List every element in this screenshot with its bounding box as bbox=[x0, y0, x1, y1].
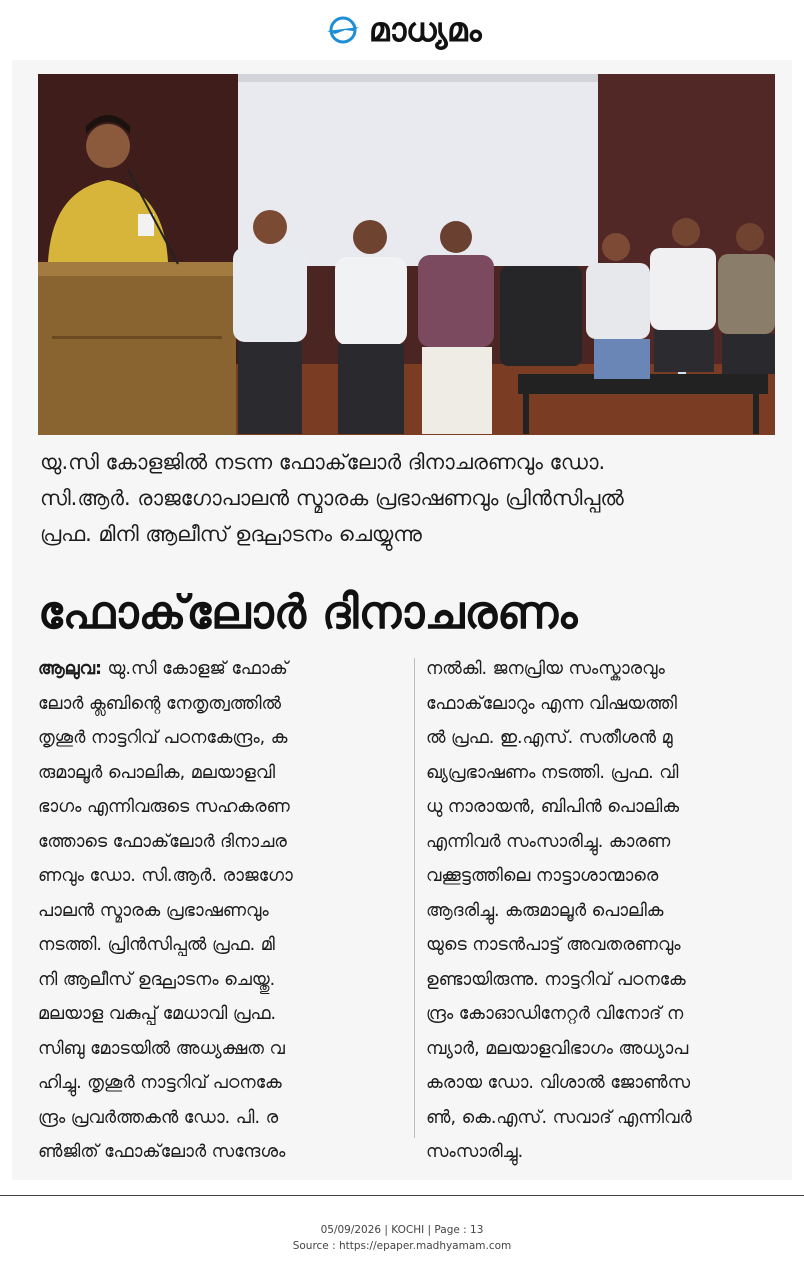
footer-meta: 05/09/2026 | KOCHI | Page : 13 bbox=[320, 1224, 484, 1236]
page-footer bbox=[0, 1195, 804, 1281]
article-line: നി ആലീസ് ഉദ്ഘാടനം ചെയ്തു. bbox=[38, 969, 276, 990]
article-line: ധു നാരായൻ, ബിപിൻ പൊലിക bbox=[426, 797, 680, 817]
article-line: ആദരിച്ചു. കരുമാലൂർ പൊലിക bbox=[426, 900, 664, 921]
article-line: സിബു മോടയിൽ അധ്യക്ഷത വ bbox=[38, 1038, 285, 1059]
column-divider bbox=[414, 658, 415, 1138]
article-column-right bbox=[426, 652, 776, 1170]
article-line: ന്ദ്രം പ്രവർത്തകൻ ഡോ. പി. ര bbox=[38, 1107, 279, 1128]
article-line: യുടെ നാടൻപാട്ട് അവതരണവും bbox=[426, 935, 681, 955]
article-line: പാലൻ സ്മാരക പ്രഭാഷണവും bbox=[38, 900, 269, 921]
madhyamam-logo-icon bbox=[323, 15, 363, 45]
article-line: വക്കൂട്ടത്തിലെ നാട്ടാശാന്മാരെ bbox=[426, 866, 659, 886]
masthead-title: മാധ്യമം bbox=[368, 10, 482, 49]
article-line: ഹിച്ചു. തൃശൂർ നാട്ടറിവ് പഠനകേ bbox=[38, 1073, 282, 1093]
article-line: ഖ്യപ്രഭാഷണം നടത്തി. പ്രഫ. വി bbox=[426, 762, 679, 783]
article-column-left bbox=[38, 652, 406, 1170]
masthead bbox=[0, 0, 804, 60]
article-line: മലയാള വകുപ്പ് മേധാവി പ്രഫ. bbox=[38, 1004, 277, 1024]
article-line: ൽ പ്രഫ. ഇ.എസ്. സതീശൻ മു bbox=[426, 728, 673, 748]
article-line: ന്ദ്രം കോഓഡിനേറ്റർ വിനോദ് ന bbox=[426, 1004, 684, 1024]
article-line: ലോർ ക്ലബിന്റെ നേതൃത്വത്തിൽ bbox=[38, 693, 282, 714]
article-line: ത്തോടെ ഫോക്‌ലോർ ദിനാചര bbox=[38, 831, 287, 852]
caption-line: പ്രഫ. മിനി ആലീസ് ഉദ്ഘാടനം ചെയ്യുന്നു bbox=[40, 522, 422, 546]
article-first-line bbox=[38, 652, 406, 687]
article-line: ഉണ്ടായിരുന്നു. നാട്ടറിവ് പഠനകേ bbox=[426, 969, 686, 990]
article-line: എന്നിവർ സംസാരിച്ചു. കാരണ bbox=[426, 831, 671, 852]
caption-line: യു.സി കോളജിൽ നടന്ന ഫോക്‌ലോർ ദിനാചരണവും ഡോ. bbox=[40, 450, 606, 474]
article-first-line-text: യു.സി കോളജ് ഫോക് bbox=[101, 659, 288, 679]
article-line: ഫോക്‌ലോറും എന്ന വിഷയത്തി bbox=[426, 693, 677, 714]
dateline: ആലുവ: bbox=[38, 659, 102, 679]
article-line: മ്പ്യാർ, മലയാളവിഭാഗം അധ്യാപ bbox=[426, 1038, 689, 1059]
news-clipping bbox=[12, 60, 792, 1180]
footer-source: Source : https://epaper.madhyamam.com bbox=[292, 1240, 512, 1252]
article-headline: ഫോക്‌ലോർ ദിനാചരണം bbox=[38, 585, 578, 639]
article-line: ൺജിത് ഫോക്‌ലോർ സന്ദേശം bbox=[38, 1142, 286, 1162]
caption-line: സി.ആർ. രാജഗോപാലൻ സ്മാരക പ്രഭാഷണവും പ്രിൻസിപ്പൽ bbox=[40, 486, 624, 510]
article-line: സംസാരിച്ചു. bbox=[426, 1142, 524, 1162]
article-line: നടത്തി. പ്രിൻസിപ്പൽ പ്രഫ. മി bbox=[38, 935, 275, 955]
article-line: ൺ, കെ.എസ്. സവാദ് എന്നിവർ bbox=[426, 1107, 692, 1128]
event-photo-illustration bbox=[38, 74, 775, 435]
article-line: നൽകി. ജനപ്രിയ സംസ്കാരവും bbox=[426, 659, 665, 679]
article-line: ഭാഗം എന്നിവരുടെ സഹകരണ bbox=[38, 797, 290, 817]
event-photo bbox=[38, 74, 775, 435]
article-line: കരായ ഡോ. വിശാൽ ജോൺസ bbox=[426, 1073, 691, 1093]
article-line: രുമാലൂർ പൊലിക, മലയാളവി bbox=[38, 762, 276, 783]
article-line: ണവും ഡോ. സി.ആർ. രാജഗോ bbox=[38, 866, 293, 886]
article-line: തൃശൂർ നാട്ടറിവ് പഠനകേന്ദ്രം, ക bbox=[38, 728, 288, 748]
photo-caption bbox=[40, 444, 775, 552]
